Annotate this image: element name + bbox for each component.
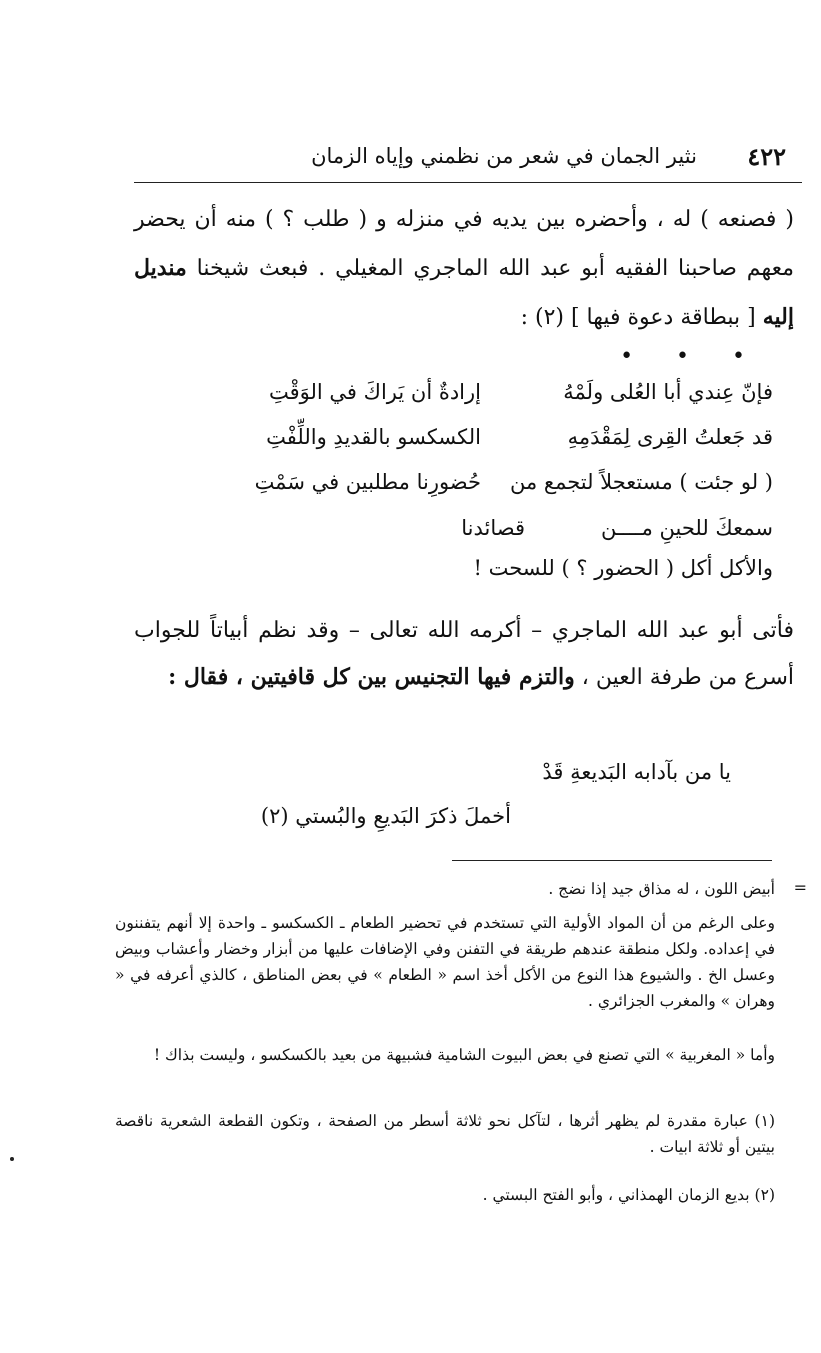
verse-4-hemistich-2: قصائدنا: [461, 516, 525, 540]
separator-dots: • • •: [620, 344, 763, 369]
paragraph-2: [134, 608, 794, 701]
page-header: [134, 138, 802, 183]
stray-ink-dot: [10, 1157, 14, 1161]
verse-1-hemistich-2: إرادةٌ أن يَراكَ في الوَقْتِ: [269, 380, 481, 404]
footnote-divider: [452, 860, 772, 861]
verse-2-hemistich-1: قد جَعلتُ القِرى لِمَقْدَمِهِ: [567, 425, 773, 449]
verse-2-hemistich-2: الكسكسو بالقديدِ واللِّفْتِ: [266, 425, 481, 449]
footnote-paragraph-1: وعلى الرغم من أن المواد الأولية التي تستخدم في تحضير الطعام ـ الكسكسو ـ واحدة إلا أنهم يتفننون في إعداده. ولكل منطقة عندهم طريقة في التفنن وفي الإضافات عليها من أبزار وخضار وأعشاب وبيض وعسل الخ . والشيوع هذا النوع من الأكل أخذ اسم « الطعام » في بعض المناطق ، كالذي أعرفه في « وهران » والمغرب الجزائري .: [115, 914, 775, 1010]
footnote-continued: أبيض اللون ، له مذاق جيد إذا نضج .: [548, 880, 775, 898]
footnote-1: (١) عبارة مقدرة لم يظهر أثرها ، لتآكل نحو ثلاثة أسطر من الصفحة ، وتكون القطعة الشعرية ناقصة بيتين أو ثلاثة ابيات .: [115, 1112, 775, 1156]
paragraph-1-text: ( فصنعه ) له ، وأحضره بين يديه في منزله و ( طلب ؟ ) منه أن يحضر معهم صاحبنا الفقيه أبو عبد الله الماجري المغيلي . فبعث شيخنا: [134, 207, 794, 281]
reply-verse-hemistich-1: يا من بآدابه البَديعةِ قَدْ: [542, 760, 731, 784]
paragraph-1-bold: منديل إليه: [134, 255, 794, 330]
paragraph-1-end: [ ببطاقة دعوة فيها ] (٢) :: [520, 305, 756, 330]
running-title: نثير الجمان في شعر من نظمني وإياه الزمان: [311, 144, 697, 168]
verse-5-hemistich-1: والأكل أكل ( الحضور ؟ ) للسحت !: [473, 556, 773, 580]
paragraph-2-text: فأتى أبو عبد الله الماجري – أكرمه الله تعالى – وقد نظم أبياتاً للجواب أسرع من طرفة العين ،: [134, 618, 794, 690]
verse-1-hemistich-1: فإنّ عِندي أبا العُلى ولَمْهُ: [563, 380, 773, 404]
paragraph-1: [134, 196, 794, 342]
page-number: ٤٢٢: [747, 142, 786, 171]
footnote-paragraph-2: وأما « المغربية » التي تصنع في بعض البيوت الشامية فشبيهة من بعيد بالكسكسو ، وليست بذاك !: [153, 1046, 775, 1064]
footnote-2: (٢) بديع الزمان الهمذاني ، وأبو الفتح البستي .: [482, 1186, 775, 1204]
verse-3-hemistich-1: ( لو جئت ) مستعجلاً لتجمع من: [509, 470, 773, 494]
footnote-continuation-mark: =: [793, 878, 807, 897]
paragraph-2-bold: والتزم فيها التجنيس بين كل قافيتين ، فقال :: [168, 664, 575, 690]
verse-3-hemistich-2: حُضورِنا مطلبين في سَمْتِ: [254, 470, 481, 494]
verse-4-hemistich-1: سمعكَ للحينِ مــــن: [601, 516, 773, 540]
reply-verse-hemistich-2: أخملَ ذكرَ البَديعِ والبُستي (٢): [260, 804, 511, 828]
